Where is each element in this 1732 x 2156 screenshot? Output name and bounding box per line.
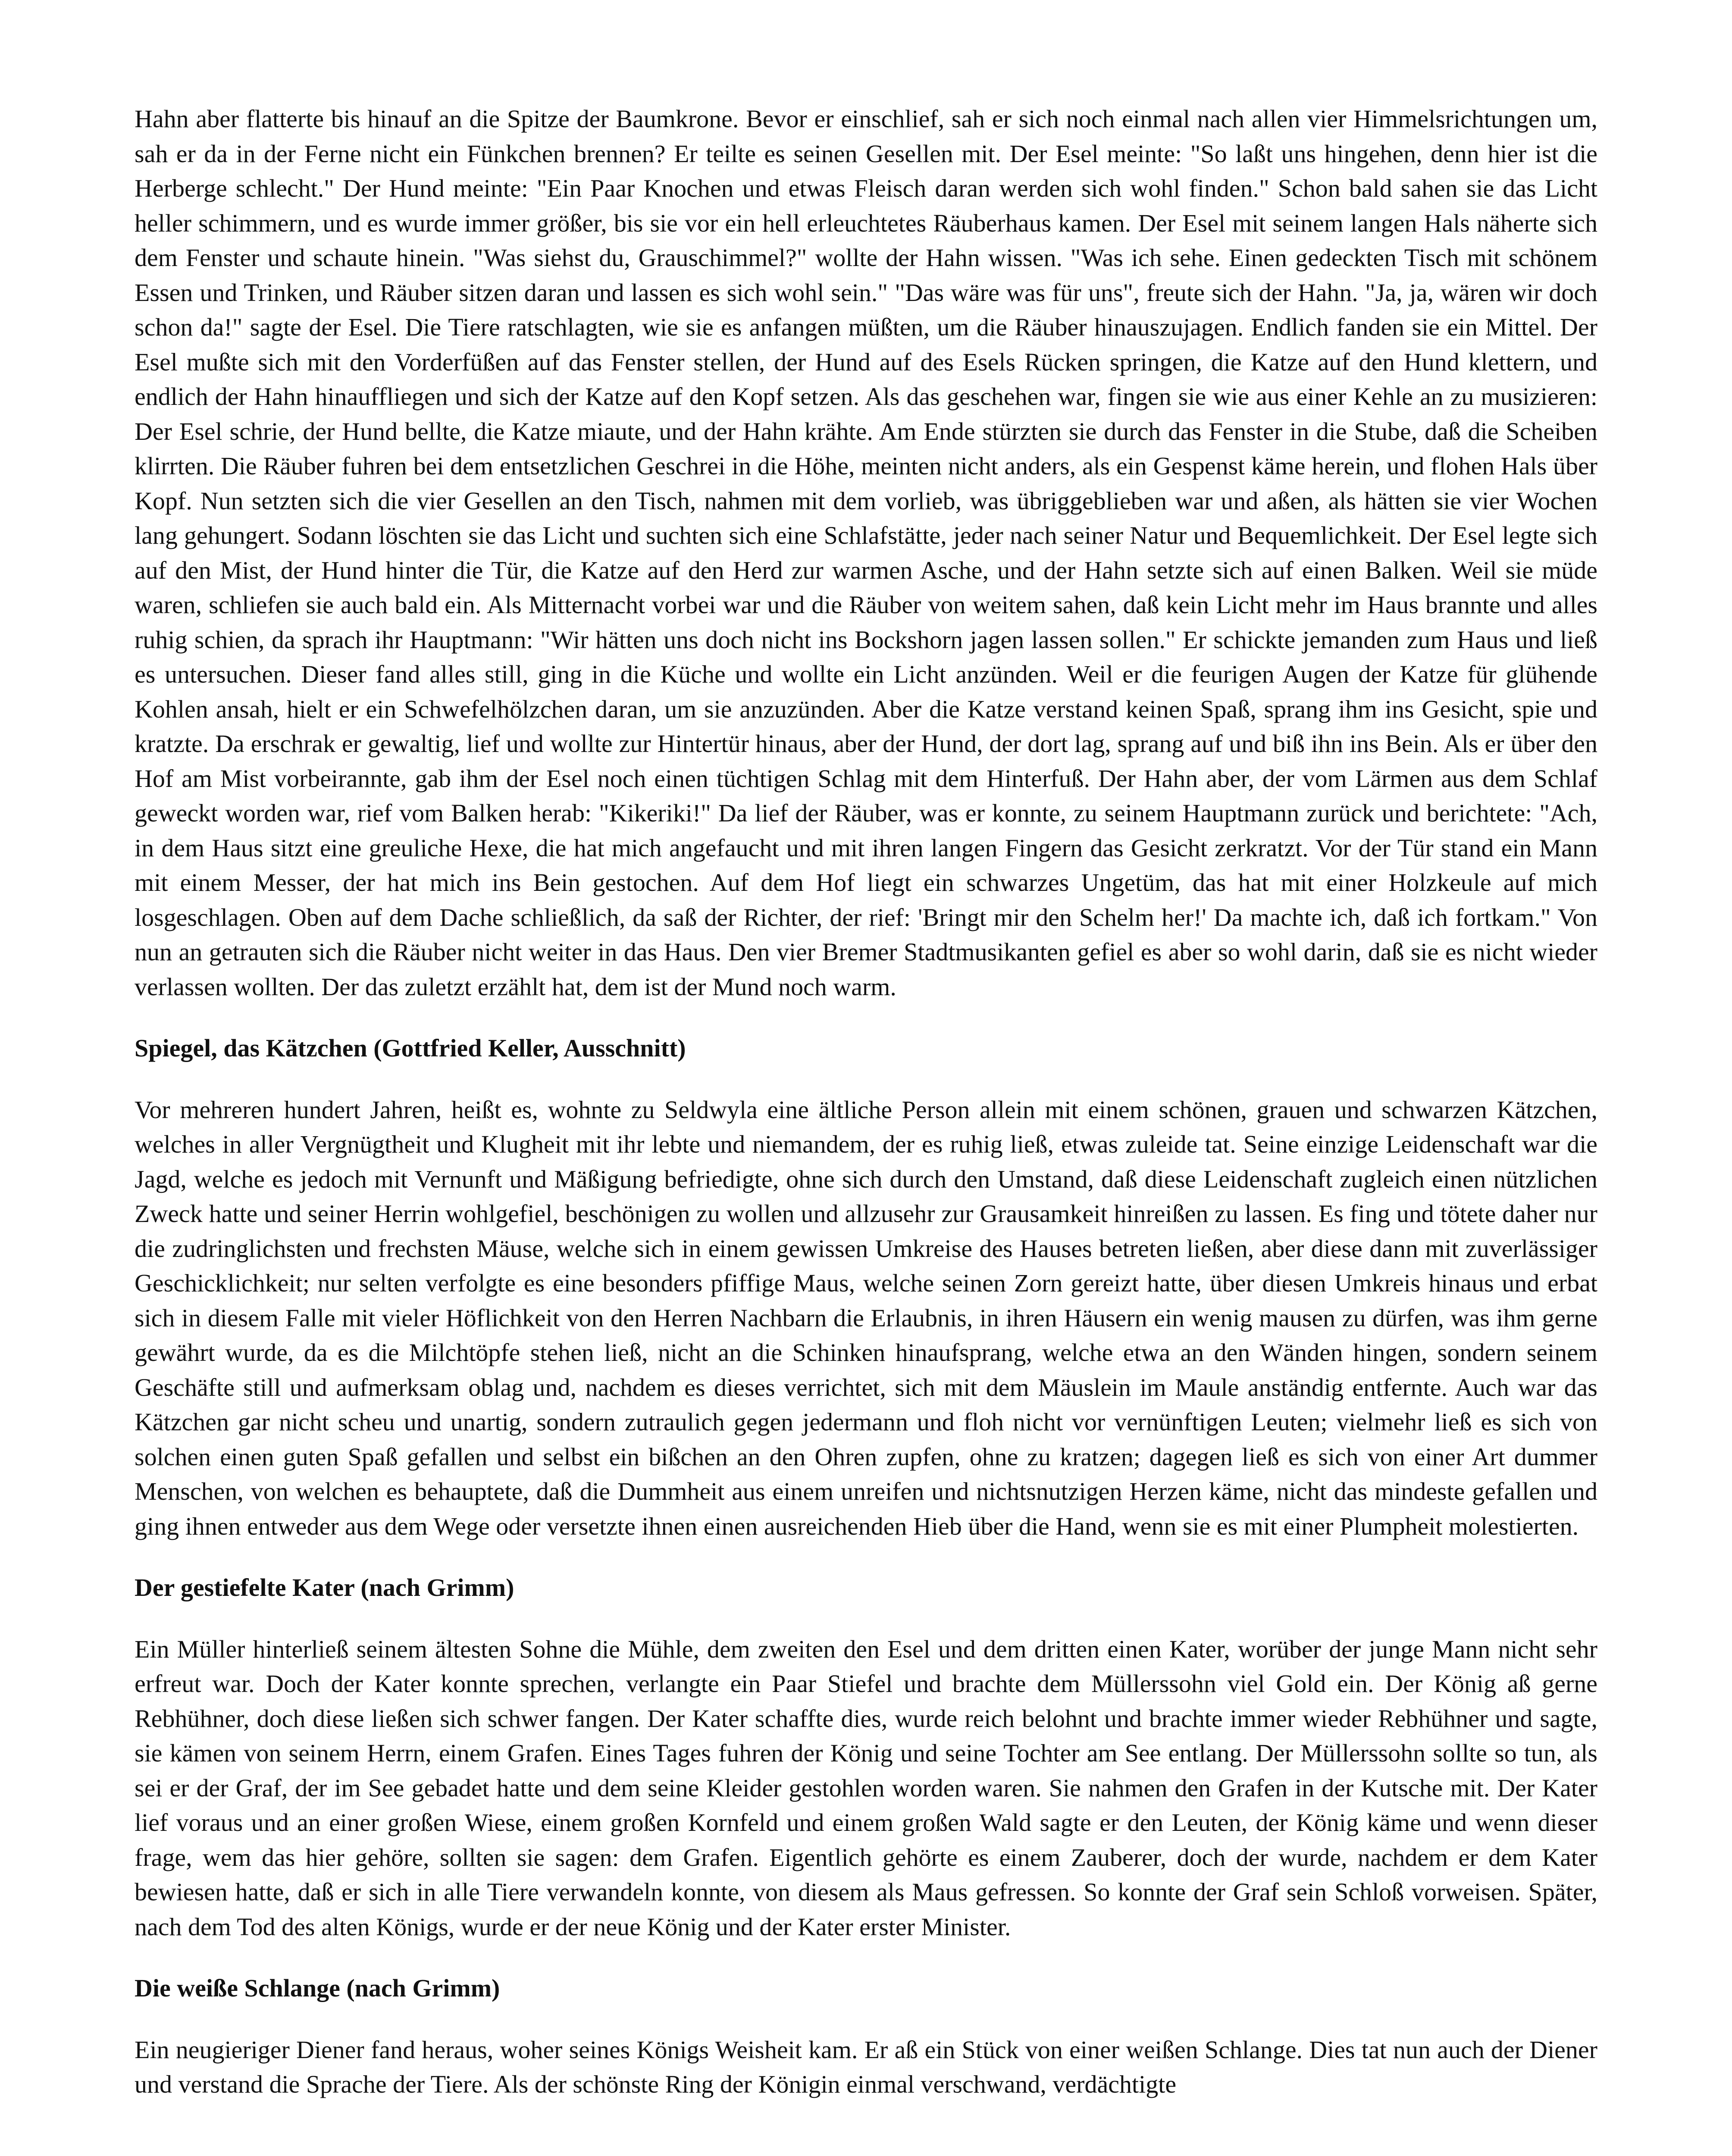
heading-die-weisse-schlange: Die weiße Schlange (nach Grimm)	[135, 1974, 500, 2002]
paragraph-spiegel-das-kaetzchen: Vor mehreren hundert Jahren, heißt es, wohnte zu Seldwyla eine ältliche Person allein mit einem schönen, grauen und schwarzen Kätzchen, welches in aller Vergnügtheit und Klugheit mit ihr lebte und niemandem, der es ruhig ließ, etwas zuleide tat. Seine einzige Leidenschaft war die Jagd, welche es jedoch mit Vernunft und Mäßigung befriedigte, ohne sich durch den Umstand, daß diese Leidenschaft zugleich einen nützlichen Zweck hatte und seiner Herrin wohlgefiel, beschönigen zu wollen und allzusehr zur Grausamkeit hinreißen zu lassen. Es fing und tötete daher nur die zudringlichsten und frechsten Mäuse, welche sich in einem gewissen Umkreise des Hauses betreten ließen, aber diese dann mit zuverlässiger Geschicklichkeit; nur selten verfolgte es eine besonders pfiffige Maus, welche seinen Zorn gereizt hatte, über diesen Umkreis hinaus und erbat sich in diesem Falle mit vieler Höflichkeit von den Herren Nachbarn die Erlaubnis, in ihren Häusern ein wenig mausen zu dürfen, was ihm gerne gewährt wurde, da es die Milchtöpfe stehen ließ, nicht an die Schinken hinaufsprang, welche etwa an den Wänden hingen, sondern seinem Geschäfte still und aufmerksam oblag und, nachdem es dieses verrichtet, sich mit dem Mäuslein im Maule anständig entfernte. Auch war das Kätzchen gar nicht scheu und unartig, sondern zutraulich gegen jedermann und floh nicht vor vernünftigen Leuten; vielmehr ließ es sich von solchen einen guten Spaß gefallen und selbst ein bißchen an den Ohren zupfen, ohne zu kratzen; dagegen ließ es sich von einer Art dummer Menschen, von welchen es behauptete, daß die Dummheit aus einem unreifen und nichtsnutzigen Herzen käme, nicht das mindeste gefallen und ging ihnen entweder aus dem Wege oder versetzte ihnen einen ausreichenden Hieb über die Hand, wenn sie es mit einer Plumpheit molestierten.	[135, 1095, 1597, 1540]
heading-spiegel-das-kaetzchen: Spiegel, das Kätzchen (Gottfried Keller, Ausschnitt)	[135, 1034, 686, 1062]
paragraph-bremer-stadtmusikanten-end: Hahn aber flatterte bis hinauf an die Spitze der Baumkrone. Bevor er einschlief, sah er sich noch einmal nach allen vier Himmelsrichtungen um, sah er da in der Ferne nicht ein Fünkchen brennen? Er teilte es seinen Gesellen mit. Der Esel meinte: "So laßt uns hingehen, denn hier ist die Herberge schlecht." Der Hund meinte: "Ein Paar Knochen und etwas Fleisch daran werden sich wohl finden." Schon bald sahen sie das Licht heller schimmern, und es wurde immer größer, bis sie vor ein hell erleuchtetes Räuberhaus kamen. Der Esel mit seinem langen Hals näherte sich dem Fenster und schaute hinein. "Was siehst du, Grauschimmel?" wollte der Hahn wissen. "Was ich sehe. Einen gedeckten Tisch mit schönem Essen und Trinken, und Räuber sitzen daran und lassen es sich wohl sein." "Das wäre was für uns", freute sich der Hahn. "Ja, ja, wären wir doch schon da!" sagte der Esel. Die Tiere ratschlagten, wie sie es anfangen müßten, um die Räuber hinauszujagen. Endlich fanden sie ein Mittel. Der Esel mußte sich mit den Vorderfüßen auf das Fenster stellen, der Hund auf des Esels Rücken springen, die Katze auf den Hund klettern, und endlich der Hahn hinauffliegen und sich der Katze auf den Kopf setzen. Als das geschehen war, fingen sie wie aus einer Kehle an zu musizieren: Der Esel schrie, der Hund bellte, die Katze miaute, und der Hahn krähte. Am Ende stürzten sie durch das Fenster in die Stube, daß die Scheiben klirrten. Die Räuber fuhren bei dem entsetzlichen Geschrei in die Höhe, meinten nicht anders, als ein Gespenst käme herein, und flohen Hals über Kopf. Nun setzten sich die vier Gesellen an den Tisch, nahmen mit dem vorlieb, was übriggeblieben war und aßen, als hätten sie vier Wochen lang gehungert. Sodann löschten sie das Licht und suchten sich eine Schlafstätte, jeder nach seiner Natur und Bequemlichkeit. Der Esel legte sich auf den Mist, der Hund hinter die Tür, die Katze auf den Herd zur warmen Asche, und der Hahn setzte sich auf einen Balken. Weil sie müde waren, schliefen sie auch bald ein. Als Mitternacht vorbei war und die Räuber von weitem sahen, daß kein Licht mehr im Haus brannte und alles ruhig schien, da sprach ihr Hauptmann: "Wir hätten uns doch nicht ins Bockshorn jagen lassen sollen." Er schickte jemanden zum Haus und ließ es untersuchen. Dieser fand alles still, ging in die Küche und wollte ein Licht anzünden. Weil er die feurigen Augen der Katze für glühende Kohlen ansah, hielt er ein Schwefelhölzchen daran, um sie anzuzünden. Aber die Katze verstand keinen Spaß, sprang ihm ins Gesicht, spie und kratzte. Da erschrak er gewaltig, lief und wollte zur Hintertür hinaus, aber der Hund, der dort lag, sprang auf und biß ihn ins Bein. Als er über den Hof am Mist vorbeirannte, gab ihm der Esel noch einen tüchtigen Schlag mit dem Hinterfuß. Der Hahn aber, der vom Lärmen aus dem Schlaf geweckt worden war, rief vom Balken herab: "Kikeriki!" Da lief der Räuber, was er konnte, zu seinem Hauptmann zurück und berichtete: "Ach, in dem Haus sitzt eine greuliche Hexe, die hat mich angefaucht und mit ihren langen Fingern das Gesicht zerkratzt. Vor der Tür stand ein Mann mit einem Messer, der hat mich ins Bein gestochen. Auf dem Hof liegt ein schwarzes Ungetüm, das hat mit einer Holzkeule auf mich losgeschlagen. Oben auf dem Dache schließlich, da saß der Richter, der rief: 'Bringt mir den Schelm her!' Da machte ich, daß ich fortkam." Von nun an getrauten sich die Räuber nicht weiter in das Haus. Den vier Bremer Stadtmusikanten gefiel es aber so wohl darin, daß sie es nicht wieder verlassen wollten. Der das zuletzt erzählt hat, dem ist der Mund noch warm.	[135, 105, 1597, 1001]
page-body	[135, 102, 1597, 2102]
paragraph-der-gestiefelte-kater: Ein Müller hinterließ seinem ältesten Sohne die Mühle, dem zweiten den Esel und dem dritten einen Kater, worüber der junge Mann nicht sehr erfreut war. Doch der Kater konnte sprechen, verlangte ein Paar Stiefel und brachte dem Müllerssohn viel Gold ein. Der König aß gerne Rebhühner, doch diese ließen sich schwer fangen. Der Kater schaffte dies, wurde reich belohnt und brachte immer wieder Rebhühner und sagte, sie kämen von seinem Herrn, einem Grafen. Eines Tages fuhren der König und seine Tochter am See entlang. Der Müllerssohn sollte so tun, als sei er der Graf, der im See gebadet hatte und dem seine Kleider gestohlen worden waren. Sie nahmen den Grafen in der Kutsche mit. Der Kater lief voraus und an einer großen Wiese, einem großen Kornfeld und einem großen Wald sagte er den Leuten, der König käme und wenn dieser frage, wem das hier gehöre, sollten sie sagen: dem Grafen. Eigentlich gehörte es einem Zauberer, doch der wurde, nachdem er dem Kater bewiesen hatte, daß er sich in alle Tiere verwandeln konnte, von diesem als Maus gefressen. So konnte der Graf sein Schloß vorweisen. Später, nach dem Tod des alten Königs, wurde er der neue König und der Kater erster Minister.	[135, 1635, 1597, 1941]
heading-der-gestiefelte-kater: Der gestiefelte Kater (nach Grimm)	[135, 1573, 514, 1601]
paragraph-die-weisse-schlange: Ein neugieriger Diener fand heraus, woher seines Königs Weisheit kam. Er aß ein Stück von einer weißen Schlange. Dies tat nun auch der Diener und verstand die Sprache der Tiere. Als der schönste Ring der Königin einmal verschwand, verdächtigte	[135, 2035, 1597, 2098]
